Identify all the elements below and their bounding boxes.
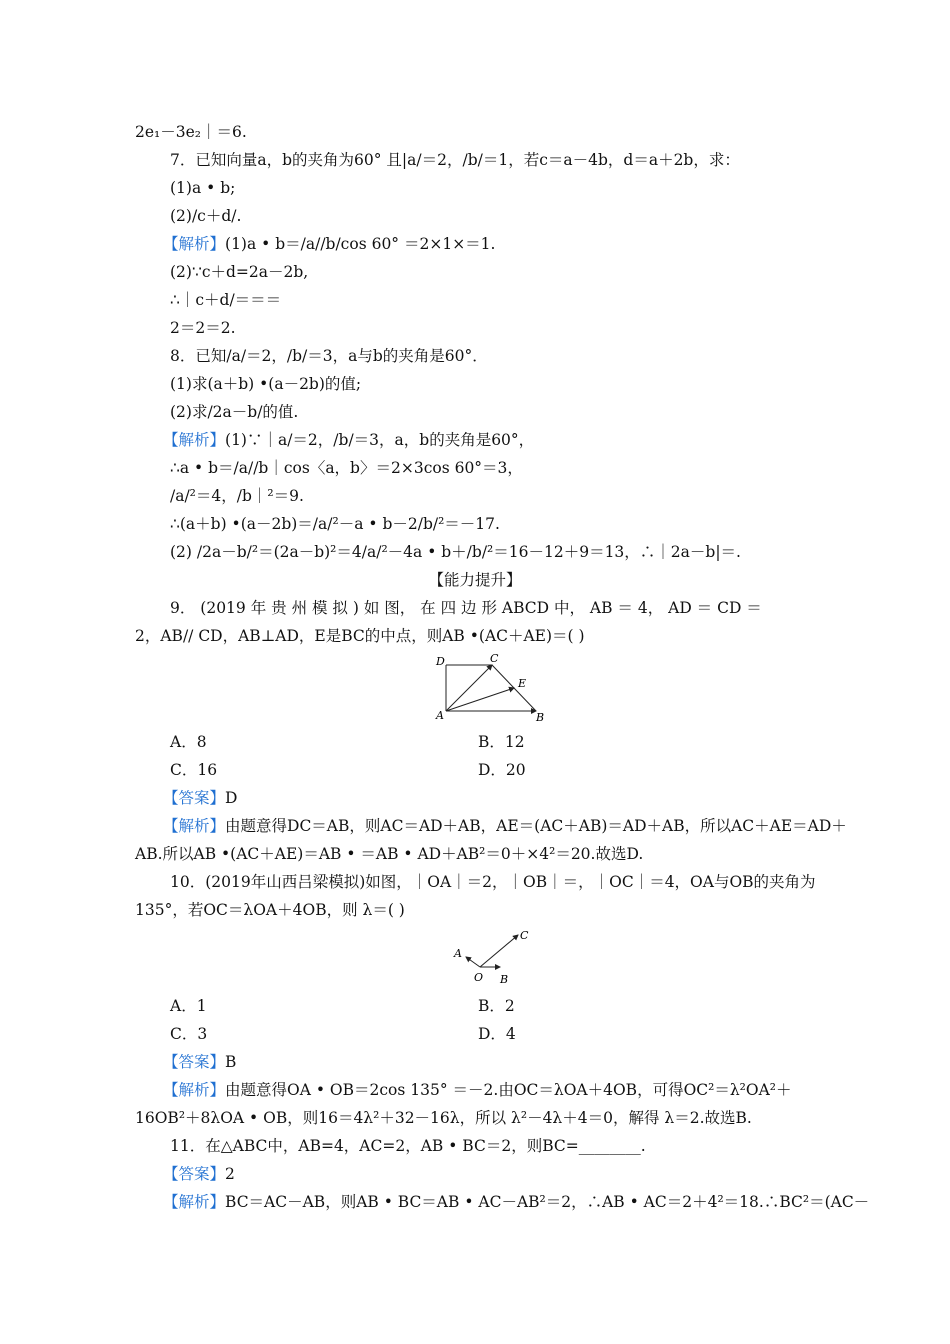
line-2: 7．已知向量a，b的夹角为60° 且|a/＝2，/b/＝1，若c＝a－4b，d＝a＋2b，求： — [170, 151, 740, 169]
q9-option-b: B．12 — [478, 733, 525, 751]
daan-tag: 【答案】 — [163, 1165, 226, 1183]
q10-option-d: D．4 — [478, 1025, 516, 1043]
q10-answer: B — [225, 1053, 237, 1071]
label-A: A — [454, 947, 462, 960]
vector-figure — [448, 927, 538, 987]
vector-AE — [446, 688, 514, 711]
q10-answer-line — [163, 1052, 950, 1072]
q10-option-a: A．1 — [170, 997, 207, 1015]
q11-answer: 2 — [225, 1165, 235, 1183]
line-14: /a/²＝4，/b｜²＝9. — [170, 487, 304, 505]
line-8: 2＝2＝2. — [170, 319, 236, 337]
line-19: 2，AB// CD，AB⊥AD，E是BC的中点，则AB •(AC＋AE)＝( ) — [135, 627, 585, 645]
vector-OC — [480, 935, 518, 967]
line-18: 9． (2019 年 贵 州 模 拟 ) 如 图， 在 四 边 形 ABCD 中， AB ＝ 4， AD ＝ CD ＝ — [170, 599, 762, 617]
label-O: O — [474, 971, 484, 984]
line-22: 10．(2019年山西吕梁模拟)如图，｜OA｜＝2，｜OB｜＝，｜OC｜＝4，OA与OB的夹角为 — [170, 873, 816, 891]
q9-option-a: A．8 — [170, 733, 207, 751]
jiexi-tag: 【解析】 — [163, 235, 226, 253]
quadrilateral-figure — [432, 653, 562, 723]
label-A: A — [436, 709, 444, 722]
label-E: E — [518, 677, 527, 690]
jiexi-tag: 【解析】 — [163, 1193, 226, 1211]
line-7: ∴｜c＋d/＝＝＝ — [170, 291, 282, 309]
label-B: B — [536, 711, 545, 723]
line-25: 16OB²＋8λOA • OB，则16＝4λ²＋32－16λ，所以 λ²－4λ＋4＝0，解得 λ＝2.故选B. — [135, 1109, 752, 1127]
line-4: (2)/c＋d/. — [170, 207, 242, 225]
q9-answer-line — [163, 788, 950, 808]
q9-option-c: C．16 — [170, 761, 218, 779]
jiexi-tag: 【解析】 — [163, 817, 226, 835]
solution-line — [163, 1192, 950, 1212]
line-10: (1)求(a＋b) •(a－2b)的值; — [170, 375, 362, 393]
vector-AC — [446, 665, 492, 711]
line-15: ∴(a＋b) •(a－2b)＝/a/²－a • b－2/b/²＝－17. — [170, 515, 500, 533]
line-24: 由题意得OA • OB＝2cos 135° ＝－2.由OC＝λOA＋4OB，可得OC²＝λ²OA²＋ — [225, 1081, 792, 1099]
q10-option-b: B．2 — [478, 997, 515, 1015]
solution-line — [163, 816, 950, 836]
line-12: (1)∵｜a/＝2，/b/＝3，a，b的夹角是60°， — [225, 431, 535, 449]
line-13: ∴a • b＝/a//b｜cos〈a，b〉＝2×3cos 60°＝3， — [170, 459, 523, 477]
q10-option-c: C．3 — [170, 1025, 208, 1043]
solution-line — [163, 1080, 950, 1100]
section-heading: 【能力提升】 — [428, 571, 522, 589]
q9-answer: D — [225, 789, 238, 807]
solution-line — [163, 430, 950, 450]
daan-tag: 【答案】 — [163, 1053, 226, 1071]
line-3: (1)a • b; — [170, 179, 236, 197]
jiexi-tag: 【解析】 — [163, 431, 226, 449]
line-20: 由题意得DC＝AB，则AC＝AD＋AB，AE＝(AC＋AB)＝AD＋AB，所以AC＋AE＝AD＋ — [225, 817, 847, 835]
line-16: (2) /2a－b/²＝(2a－b)²＝4/a/²－4a • b＋/b/²＝16－12＋9＝13，∴｜2a－b|＝. — [170, 543, 741, 561]
line-6: (2)∵c＋d=2a－2b, — [170, 263, 309, 281]
q9-option-d: D．20 — [478, 761, 526, 779]
jiexi-tag: 【解析】 — [163, 1081, 226, 1099]
label-C: C — [490, 653, 499, 665]
line-23: 135°，若OC＝λOA＋4OB，则 λ＝( ) — [135, 901, 405, 919]
q11-answer-line — [163, 1164, 950, 1184]
label-B: B — [500, 973, 509, 986]
solution-line — [163, 234, 950, 254]
vector-OA — [466, 957, 480, 967]
line-27: BC＝AC－AB，则AB • BC＝AB • AC－AB²＝2，∴AB • AC＝2＋4²＝18.∴BC²＝(AC－ — [225, 1193, 870, 1211]
line-5: (1)a • b＝/a//b/cos 60° ＝2×1×＝1. — [225, 235, 496, 253]
label-C: C — [520, 929, 529, 942]
line-21: AB.所以AB •(AC＋AE)＝AB • ＝AB • AD＋AB²＝0＋×4²＝20.故选D. — [135, 845, 644, 863]
line-9: 8．已知/a/＝2，/b/＝3，a与b的夹角是60°． — [170, 347, 488, 365]
line-1: 2e₁－3e₂｜＝6. — [135, 123, 247, 141]
label-D: D — [436, 655, 445, 668]
line-26: 11．在△ABC中，AB=4，AC=2，AB • BC＝2，则BC=________. — [170, 1137, 646, 1155]
line-11: (2)求/2a－b/的值. — [170, 403, 299, 421]
daan-tag: 【答案】 — [163, 789, 226, 807]
